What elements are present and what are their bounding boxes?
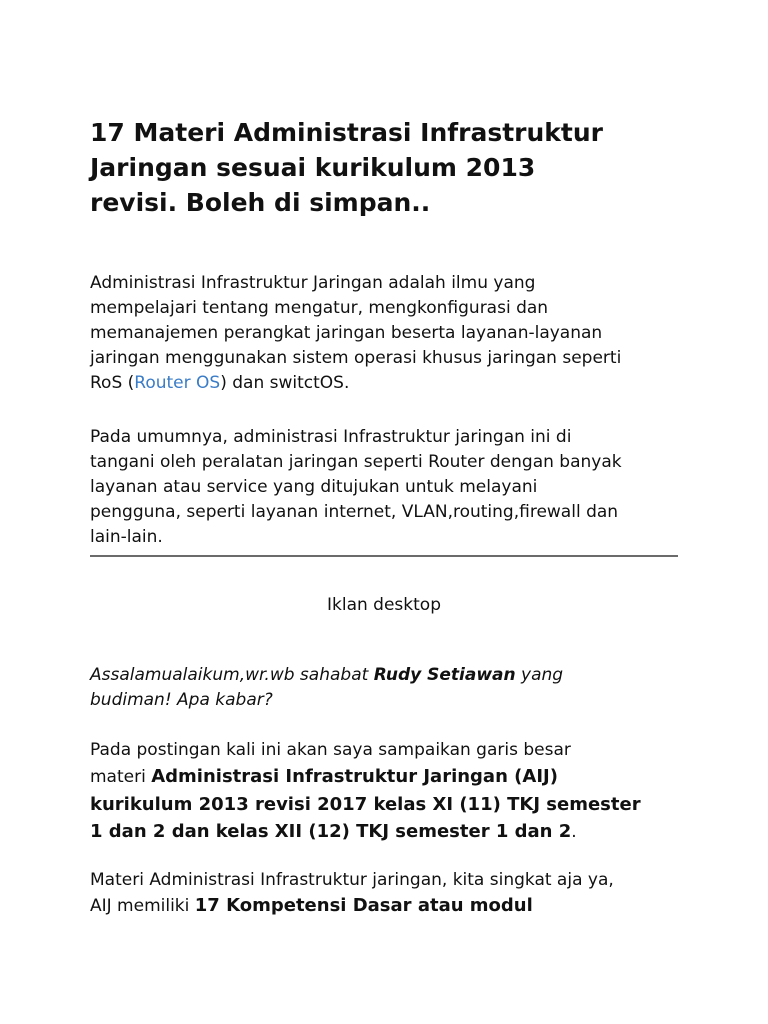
text: AIJ memiliki [90, 896, 195, 916]
text-line: layanan atau service yang ditujukan untuk melayani [90, 477, 538, 497]
text-line [90, 818, 641, 846]
bold-text: Administrasi Infrastruktur Jaringan (AIJ) [151, 766, 558, 787]
title-line: revisi. Boleh di simpan.. [90, 188, 431, 217]
title-line: 17 Materi Administrasi Infrastruktur [90, 118, 604, 147]
text-line: pengguna, seperti layanan internet, VLAN,routing,firewall dan [90, 502, 619, 522]
text: ) dan switctOS. [220, 373, 350, 393]
text: materi [90, 767, 152, 787]
router-os-link[interactable]: Router OS [134, 373, 221, 393]
text-line: mempelajari tentang mengatur, mengkonfigurasi dan [90, 298, 549, 318]
text: Assalamualaikum,wr.wb sahabat [90, 665, 374, 685]
text-line: Pada umumnya, administrasi Infrastruktur jaringan ini di [90, 427, 572, 447]
bold-text: 1 dan 2 dan kelas XII (12) TKJ semester 1 dan 2 [90, 821, 572, 842]
text-line: Pada postingan kali ini akan saya sampaikan garis besar [90, 740, 571, 760]
text-line [90, 763, 641, 791]
fourth-paragraph [90, 868, 614, 919]
greeting-paragraph [90, 663, 563, 713]
text-line: Administrasi Infrastruktur Jaringan adalah ilmu yang [90, 273, 536, 293]
second-paragraph [90, 425, 622, 550]
text-line: jaringan menggunakan sistem operasi khusus jaringan seperti [90, 348, 622, 368]
text-line: Materi Administrasi Infrastruktur jaringan, kita singkat aja ya, [90, 870, 614, 890]
third-paragraph [90, 738, 641, 846]
text-line: memanajemen perangkat jaringan beserta layanan-layanan [90, 323, 603, 343]
text-line [90, 893, 614, 919]
ad-label: Iklan desktop [327, 595, 441, 615]
text-line: tangani oleh peralatan jaringan seperti Router dengan banyak [90, 452, 622, 472]
text-line [90, 371, 621, 396]
separator [90, 555, 678, 557]
bold-text: kurikulum 2013 revisi 2017 kelas XI (11) TKJ semester [90, 794, 641, 815]
text: . [571, 822, 577, 842]
text: RoS ( [90, 373, 135, 393]
title-line: Jaringan sesuai kurikulum 2013 [90, 153, 536, 182]
author-name: Rudy Setiawan [373, 665, 516, 685]
text-line: budiman! Apa kabar? [90, 690, 273, 710]
intro-paragraph [90, 271, 621, 396]
article-title [90, 115, 603, 220]
text: yang [515, 665, 564, 685]
text-line [90, 663, 563, 688]
bold-text: 17 Kompetensi Dasar atau modul [194, 895, 533, 916]
text-line: lain-lain. [90, 527, 163, 547]
